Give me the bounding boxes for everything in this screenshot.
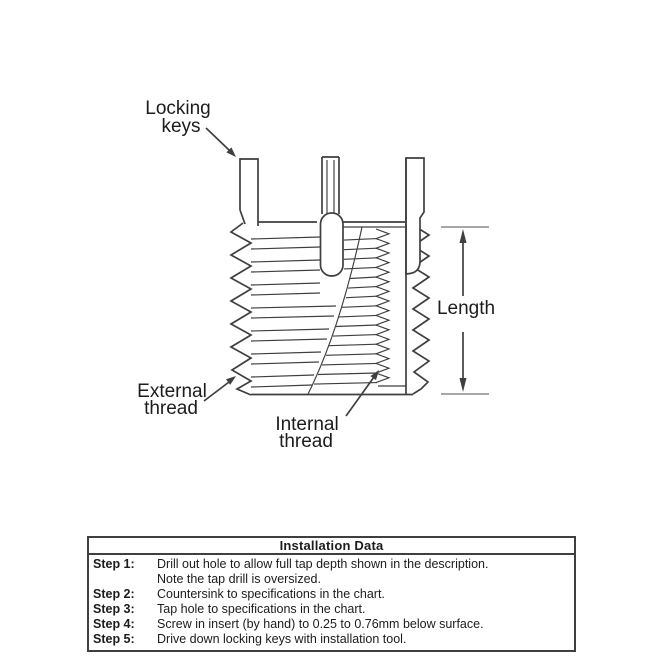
thread-line [251,329,329,331]
label-external-thread-line2: thread [144,398,198,419]
leader-locking-keys [206,128,229,150]
thread-line [346,296,377,298]
step-label: Step 2: [93,587,135,601]
step-text [157,587,571,602]
step-text [157,617,571,632]
step-label: Step 5: [93,632,135,646]
center-locking-key [321,157,344,276]
step-label: Step 3: [93,602,135,616]
thread-line [348,287,377,289]
leader-external-thread [204,382,229,401]
thread-line [251,306,336,308]
step-text-line: Drill out hole to allow full tap depth shown in the description. [157,557,489,571]
thread-line [251,375,314,377]
thread-line [251,237,320,239]
label-length: Length [436,298,496,319]
thread-line [344,258,377,260]
table-title: Installation Data [89,538,574,555]
table-row-step-5 [93,632,571,647]
thread-line [336,325,377,327]
thread-line [251,260,320,262]
diagram-labels [137,98,339,452]
thread-line [344,248,377,250]
left-key-taper [240,210,245,224]
installation-data-table [87,536,576,652]
thread-line [251,385,312,387]
leader-arrows [204,128,379,416]
dim-arrowhead-down [460,378,467,392]
step-label: Step 1: [93,557,135,571]
step-text [157,557,571,587]
thread-line [329,344,377,346]
thread-line [350,277,377,279]
thread-line [318,373,377,375]
table-row-step-4 [93,617,571,632]
thread-line [342,306,377,308]
internal-thread-profile [376,229,389,383]
thread-line [344,239,377,241]
dim-arrowhead-up [460,229,467,243]
step-text [157,632,571,647]
label-locking-keys-line1: Locking [145,98,211,119]
length-dimension [437,227,495,394]
step-text-line: Countersink to specifications in the chart. [157,587,385,601]
table-steps [89,555,574,650]
right-locking-key [406,158,424,274]
thread-line [251,316,334,318]
center-key-body-slot [321,213,344,276]
table-row-step-2 [93,587,571,602]
thread-line [333,335,377,337]
thread-line [322,363,377,365]
thread-line [251,283,320,285]
label-internal-thread-line2: thread [279,431,333,452]
step-text-line: Tap hole to specifications in the chart. [157,602,366,616]
external-thread-profile [231,223,251,395]
thread-line [339,315,377,317]
table-row-step-3 [93,602,571,617]
thread-line [326,354,377,356]
label-external-thread-line1: External [137,381,207,402]
step-label: Step 4: [93,617,135,631]
thread-line [251,339,327,341]
table-row-step-1 [93,557,571,587]
step-text-line: Note the tap drill is oversized. [157,572,321,586]
label-internal-thread-line1: Internal [275,414,339,435]
thread-line [251,352,321,354]
label-locking-keys-line2: keys [161,116,201,137]
thread-line [251,362,319,364]
thread-line [251,293,320,295]
step-text-line: Screw in insert (by hand) to 0.25 to 0.76mm below surface. [157,617,484,631]
leader-internal-thread-head [370,370,379,380]
step-text-line: Drive down locking keys with installation tool. [157,632,407,646]
thread-line [251,247,320,249]
thread-line [344,267,377,269]
thread-line [314,383,377,385]
step-text [157,602,571,617]
thread-line [251,270,320,272]
